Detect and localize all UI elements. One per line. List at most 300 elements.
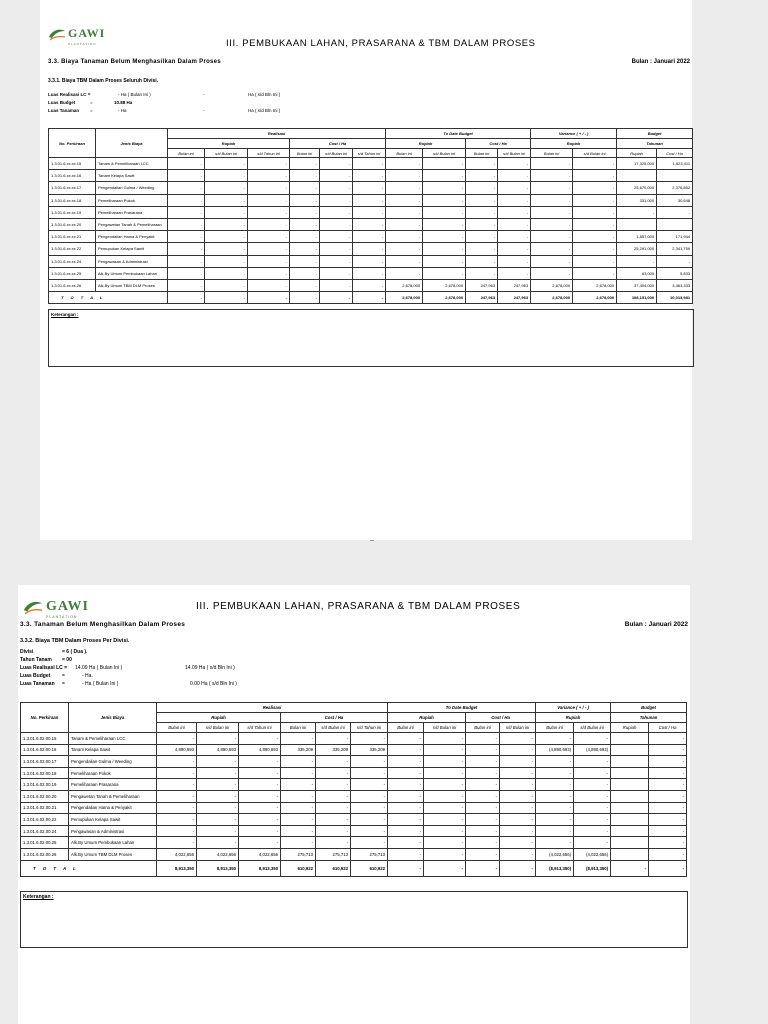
subheader-sd-tahun-ini: s/d Tahun ini	[248, 149, 290, 158]
amount-cell: -	[353, 267, 386, 279]
total-amount-cell: -	[466, 860, 500, 876]
info-value: 14.09 Ha ( s/d Bln Ini )	[185, 665, 235, 671]
table-row	[21, 802, 687, 814]
amount-cell	[611, 744, 649, 756]
amount-cell: 17,325,000	[617, 158, 657, 170]
amount-cell: -	[290, 158, 320, 170]
amount-cell: 5,833	[657, 267, 693, 279]
amount-cell: -	[466, 182, 498, 194]
total-amount-cell: 610,922	[281, 860, 316, 876]
amount-cell: -	[197, 790, 239, 802]
amount-cell: -	[466, 848, 500, 860]
amount-cell	[611, 802, 649, 814]
amount-cell: -	[388, 790, 424, 802]
amount-cell: -	[649, 802, 687, 814]
amount-cell: -	[316, 767, 351, 779]
amount-cell: -	[536, 779, 574, 791]
amount-cell: 25,291,000	[617, 243, 657, 255]
amount-cell: -	[168, 279, 205, 291]
amount-cell: -	[205, 182, 248, 194]
amount-cell: -	[320, 243, 353, 255]
amount-cell: -	[531, 267, 573, 279]
cost-type-cell: Pengendalian Hama & Penyakit	[96, 231, 168, 243]
amount-cell: -	[498, 170, 531, 182]
amount-cell: -	[316, 825, 351, 837]
header-variance: Variance ( + / - )	[531, 129, 617, 139]
total-row	[21, 860, 687, 876]
amount-cell: -	[498, 255, 531, 267]
amount-cell: -	[320, 170, 353, 182]
amount-cell: 4,890,693	[157, 744, 197, 756]
info-row-luas-budget	[48, 99, 348, 107]
subsection-title: 3.3.1. Biaya TBM Dalam Proses Seluruh Divisi.	[48, 78, 159, 84]
amount-cell	[611, 848, 649, 860]
amount-cell: -	[353, 206, 386, 218]
amount-cell: -	[466, 194, 498, 206]
amount-cell: (4,890,693)	[536, 744, 574, 756]
amount-cell: -	[353, 170, 386, 182]
table-row	[21, 733, 687, 745]
leaf-swoosh-icon	[48, 28, 66, 42]
total-amount-cell: -	[611, 860, 649, 876]
amount-cell: 4,022,656	[197, 848, 239, 860]
amount-cell: -	[205, 158, 248, 170]
amount-cell: -	[157, 790, 197, 802]
amount-cell: -	[320, 267, 353, 279]
logo-subtext: PLANTATION	[46, 615, 78, 619]
amount-cell: -	[500, 779, 536, 791]
amount-cell: -	[424, 837, 466, 849]
total-amount-cell: 2,678,000	[573, 292, 617, 304]
info-value: Ha ( s/d Bln Ini )	[248, 92, 281, 97]
header-realisasi: Realisasi	[157, 703, 388, 713]
amount-cell: -	[290, 231, 320, 243]
table-row	[21, 756, 687, 768]
subheader-bulan-ini: Bulan ini	[281, 723, 316, 733]
info-value: - Ha	[118, 108, 127, 113]
amount-cell: -	[617, 206, 657, 218]
amount-cell: -	[351, 837, 388, 849]
area-info	[20, 648, 340, 688]
info-value: =	[62, 681, 65, 687]
amount-cell: -	[500, 744, 536, 756]
header-cost-ha: Cost / Ha	[290, 139, 386, 149]
amount-cell: -	[320, 231, 353, 243]
amount-cell: -	[205, 267, 248, 279]
amount-cell: -	[423, 267, 466, 279]
amount-cell: -	[197, 756, 239, 768]
amount-cell: -	[320, 279, 353, 291]
amount-cell: -	[573, 170, 617, 182]
amount-cell: -	[197, 767, 239, 779]
account-code-cell: 1.3.01.6.xx.xx.18	[49, 194, 96, 206]
amount-cell: 4,890,693	[197, 744, 239, 756]
keterangan-box	[48, 309, 694, 367]
amount-cell: -	[649, 744, 687, 756]
header-variance: Variance ( + / - )	[536, 703, 611, 713]
amount-cell: 171,944	[657, 231, 693, 243]
table-row	[49, 182, 693, 194]
total-amount-cell: 610,922	[351, 860, 388, 876]
amount-cell: -	[320, 206, 353, 218]
info-row-divisi	[20, 648, 340, 656]
total-amount-cell: 247,963	[498, 292, 531, 304]
subheader-sd-tahun-ini: s/d Tahun ini	[239, 723, 281, 733]
amount-cell: -	[386, 194, 423, 206]
amount-cell: -	[248, 170, 290, 182]
amount-cell: -	[239, 814, 281, 826]
amount-cell: -	[248, 182, 290, 194]
cost-type-cell: Alk.By Umum TBM DLM Proses	[69, 848, 157, 860]
amount-cell: -	[290, 243, 320, 255]
amount-cell: -	[423, 182, 466, 194]
amount-cell: -	[574, 802, 611, 814]
amount-cell	[611, 837, 649, 849]
header-cost-ha: Cost / Ha	[466, 139, 531, 149]
amount-cell: -	[574, 825, 611, 837]
amount-cell: -	[466, 802, 500, 814]
amount-cell: -	[466, 837, 500, 849]
amount-cell	[611, 756, 649, 768]
total-amount-cell: 8,913,350	[197, 860, 239, 876]
amount-cell: -	[574, 779, 611, 791]
table-row	[21, 767, 687, 779]
info-label: Luas Tanaman	[48, 108, 80, 113]
total-amount-cell: 2,678,000	[531, 292, 573, 304]
amount-cell: -	[281, 790, 316, 802]
amount-cell: -	[423, 158, 466, 170]
amount-cell: -	[351, 779, 388, 791]
keterangan-box	[20, 891, 688, 948]
total-row	[49, 292, 693, 304]
amount-cell: -	[649, 837, 687, 849]
amount-cell: -	[316, 837, 351, 849]
amount-cell: -	[498, 243, 531, 255]
amount-cell: -	[386, 218, 423, 230]
amount-cell: -	[424, 802, 466, 814]
amount-cell: -	[649, 825, 687, 837]
account-code-cell: 1.3.01.6.02.00.15	[21, 733, 69, 745]
account-code-cell: 1.3.01.6.xx.xx.25	[49, 267, 96, 279]
info-label: Luas Budget	[20, 673, 51, 679]
header-rupiah: Rupiah	[531, 139, 617, 149]
amount-cell: -	[353, 158, 386, 170]
total-amount-cell: 2,678,000	[423, 292, 466, 304]
amount-cell: -	[574, 837, 611, 849]
amount-cell: -	[290, 206, 320, 218]
cost-type-cell: Pemeliharaan Pokok	[69, 767, 157, 779]
amount-cell: -	[281, 825, 316, 837]
total-amount-cell: 10,013,981	[657, 292, 693, 304]
amount-cell: -	[423, 206, 466, 218]
amount-cell: -	[353, 182, 386, 194]
amount-cell: -	[466, 767, 500, 779]
amount-cell: -	[423, 255, 466, 267]
subheader-bulan-ini: Bulan ini	[388, 723, 424, 733]
amount-cell: -	[386, 267, 423, 279]
amount-cell: -	[573, 267, 617, 279]
area-info	[48, 91, 348, 115]
gawi-logo	[48, 24, 105, 46]
amount-cell: -	[531, 170, 573, 182]
account-code-cell: 1.3.01.6.02.00.22	[21, 814, 69, 826]
subheader-sd-bulan-ini: s/d Bulan ini	[574, 723, 611, 733]
amount-cell	[611, 825, 649, 837]
total-amount-cell: 108,151,000	[617, 292, 657, 304]
amount-cell	[611, 790, 649, 802]
amount-cell: 4,022,656	[157, 848, 197, 860]
amount-cell: 335,209	[316, 744, 351, 756]
amount-cell: -	[205, 279, 248, 291]
total-amount-cell: 247,963	[466, 292, 498, 304]
info-row-tahun-tanam	[20, 656, 340, 664]
amount-cell: 275,713	[316, 848, 351, 860]
cost-table	[48, 128, 693, 304]
amount-cell: -	[423, 243, 466, 255]
report-page-2	[18, 585, 690, 1024]
amount-cell: (4,890,693)	[574, 744, 611, 756]
account-code-cell: 1.3.01.6.02.00.25	[21, 837, 69, 849]
info-value: - Ha.	[82, 673, 93, 679]
amount-cell: -	[168, 243, 205, 255]
amount-cell: -	[157, 756, 197, 768]
total-amount-cell: -	[248, 292, 290, 304]
amount-cell: 63,000	[617, 267, 657, 279]
amount-cell: -	[239, 767, 281, 779]
amount-cell: -	[248, 218, 290, 230]
amount-cell: -	[248, 267, 290, 279]
amount-cell: -	[649, 814, 687, 826]
subheader-sd-tahun-ini: s/d Tahun ini	[351, 723, 388, 733]
amount-cell: -	[320, 158, 353, 170]
amount-cell: -	[353, 218, 386, 230]
amount-cell: 335,209	[351, 744, 388, 756]
amount-cell: -	[386, 182, 423, 194]
amount-cell: -	[388, 848, 424, 860]
amount-cell	[611, 779, 649, 791]
amount-cell: -	[386, 255, 423, 267]
account-code-cell: 1.3.01.6.02.00.20	[21, 790, 69, 802]
table-row	[21, 848, 687, 860]
table-row	[49, 218, 693, 230]
account-code-cell: 1.3.01.6.02.00.24	[21, 825, 69, 837]
amount-cell: -	[531, 218, 573, 230]
account-code-cell: 1.3.01.6.xx.xx.24	[49, 255, 96, 267]
amount-cell: -	[290, 170, 320, 182]
header-no-perkiraan: No. Perkiraan	[49, 129, 96, 158]
table-row	[49, 243, 693, 255]
amount-cell: -	[157, 779, 197, 791]
account-code-cell: 1.3.01.6.02.00.17	[21, 756, 69, 768]
amount-cell: -	[290, 194, 320, 206]
amount-cell: -	[466, 170, 498, 182]
amount-cell: 2,376,852	[657, 182, 693, 194]
info-value: - Ha ( Bulan Ini )	[82, 681, 119, 687]
header-rupiah: Rupiah	[386, 139, 466, 149]
amount-cell: -	[466, 218, 498, 230]
amount-cell: 2,678,000	[573, 279, 617, 291]
amount-cell: -	[205, 218, 248, 230]
amount-cell: -	[536, 767, 574, 779]
amount-cell: -	[316, 756, 351, 768]
header-no-perkiraan: No. Perkiraan	[21, 703, 69, 733]
cost-type-cell: Pengendalian Gulma / Weeding	[69, 756, 157, 768]
amount-cell: 37,404,000	[617, 279, 657, 291]
info-value: Ha ( s/d Bln Ini )	[248, 108, 281, 113]
amount-cell: -	[239, 802, 281, 814]
header-budget: Budget	[617, 129, 693, 139]
report-page-1	[40, 0, 692, 544]
amount-cell	[657, 170, 693, 182]
report-title: III. PEMBUKAAN LAHAN, PRASARANA & TBM DALAM PROSES	[226, 38, 536, 49]
amount-cell: -	[574, 767, 611, 779]
subheader-rupiah: Rupiah	[611, 723, 649, 733]
leaf-swoosh-icon	[22, 600, 44, 616]
amount-cell: -	[157, 767, 197, 779]
amount-cell: 2,678,000	[423, 279, 466, 291]
amount-cell: -	[168, 206, 205, 218]
amount-cell: -	[498, 231, 531, 243]
info-value: - Ha ( Bulan Ini )	[118, 92, 151, 97]
amount-cell: -	[466, 267, 498, 279]
total-label: T O T A L	[21, 860, 157, 876]
amount-cell: -	[388, 802, 424, 814]
subheader-bulan-ini: Bulan ini	[386, 149, 423, 158]
amount-cell: -	[388, 814, 424, 826]
account-code-cell: 1.3.01.6.02.00.16	[21, 744, 69, 756]
amount-cell: -	[424, 744, 466, 756]
amount-cell: -	[500, 825, 536, 837]
amount-cell: -	[573, 194, 617, 206]
amount-cell: -	[531, 231, 573, 243]
amount-cell: (4,022,656)	[536, 848, 574, 860]
info-label: Luas Realisasi LC =	[48, 92, 91, 97]
amount-cell: -	[353, 255, 386, 267]
amount-cell: -	[205, 170, 248, 182]
info-row-luas-tanaman	[48, 107, 348, 115]
table-row	[21, 837, 687, 849]
cost-type-cell: Alk.By Umum TBM DLM Proses	[96, 279, 168, 291]
amount-cell: 335,209	[281, 744, 316, 756]
subheader-bulan-ini: Bulan ini	[466, 149, 498, 158]
amount-cell: -	[353, 279, 386, 291]
amount-cell: -	[197, 733, 239, 745]
total-amount-cell: -	[205, 292, 248, 304]
cost-type-cell: Pemupukan Kelapa Sawit	[96, 243, 168, 255]
amount-cell: -	[239, 790, 281, 802]
amount-cell: -	[573, 218, 617, 230]
amount-cell: -	[248, 158, 290, 170]
amount-cell: -	[239, 825, 281, 837]
header-to-date-budget: To Date Budget	[386, 129, 531, 139]
cost-type-cell: Tanam & Pemeliharaan LCC	[96, 158, 168, 170]
header-realisasi: Realisasi	[168, 129, 386, 139]
amount-cell: -	[157, 825, 197, 837]
total-amount-cell: -	[168, 292, 205, 304]
amount-cell: -	[168, 231, 205, 243]
account-code-cell: 1.3.01.6.xx.xx.19	[49, 206, 96, 218]
amount-cell: -	[157, 802, 197, 814]
subheader-bulan-ini: Bulan ini	[536, 723, 574, 733]
amount-cell: -	[531, 206, 573, 218]
header-jenis-biaya: Jenis Biaya	[69, 703, 157, 733]
keterangan-label: Keterangan :	[23, 894, 54, 900]
total-amount-cell: 2,678,000	[386, 292, 423, 304]
amount-cell: -	[657, 255, 693, 267]
amount-cell: 30,648	[657, 194, 693, 206]
amount-cell: 331,000	[617, 194, 657, 206]
amount-cell	[617, 218, 657, 230]
amount-cell: -	[574, 790, 611, 802]
total-amount-cell: -	[649, 860, 687, 876]
cost-type-cell: Pemeliharaan Pokok	[96, 194, 168, 206]
table-row	[49, 158, 693, 170]
info-row-luas-budget	[20, 672, 340, 680]
amount-cell: -	[536, 756, 574, 768]
info-value: 10.88 Ha	[114, 100, 133, 105]
amount-cell: -	[197, 825, 239, 837]
total-amount-cell: -	[290, 292, 320, 304]
report-month: Bulan : Januari 2022	[624, 621, 688, 628]
subheader-bulan-ini: Bulan ini	[157, 723, 197, 733]
amount-cell: (4,022,656)	[574, 848, 611, 860]
amount-cell: -	[388, 767, 424, 779]
total-amount-cell: 610,922	[316, 860, 351, 876]
info-label: Divisi	[20, 649, 34, 655]
report-month: Bulan : Januari 2022	[631, 59, 690, 65]
table-row	[21, 779, 687, 791]
amount-cell: -	[386, 170, 423, 182]
account-code-cell: 1.3.01.6.xx.xx.21	[49, 231, 96, 243]
subheader-sd-bulan-ini: s/d Bulan ini	[205, 149, 248, 158]
amount-cell: -	[239, 756, 281, 768]
amount-cell: -	[466, 814, 500, 826]
amount-cell: -	[157, 733, 197, 745]
header-to-date-budget: To Date Budget	[388, 703, 536, 713]
gawi-logo	[22, 597, 89, 619]
info-value: -	[203, 92, 205, 97]
amount-cell: -	[351, 756, 388, 768]
amount-cell: -	[388, 779, 424, 791]
table-row	[49, 267, 693, 279]
amount-cell: -	[498, 267, 531, 279]
subheader-sd-bulan-ini: s/d Bulan ini	[424, 723, 466, 733]
account-code-cell: 1.3.01.6.02.00.18	[21, 767, 69, 779]
amount-cell	[611, 733, 649, 745]
amount-cell: 275,713	[281, 848, 316, 860]
amount-cell: -	[290, 182, 320, 194]
amount-cell: -	[649, 790, 687, 802]
amount-cell: -	[353, 194, 386, 206]
amount-cell: 4,022,656	[239, 848, 281, 860]
amount-cell: -	[423, 194, 466, 206]
amount-cell	[611, 814, 649, 826]
amount-cell: -	[424, 756, 466, 768]
table-row	[21, 790, 687, 802]
cost-type-cell: Pengawetan Tanah & Pemeliharaan	[69, 790, 157, 802]
amount-cell: -	[197, 814, 239, 826]
amount-cell: -	[168, 218, 205, 230]
amount-cell: -	[498, 194, 531, 206]
amount-cell: -	[248, 279, 290, 291]
amount-cell: -	[424, 814, 466, 826]
amount-cell: -	[290, 279, 320, 291]
amount-cell: -	[320, 182, 353, 194]
amount-cell: -	[168, 194, 205, 206]
amount-cell: -	[281, 756, 316, 768]
amount-cell: -	[573, 182, 617, 194]
amount-cell: -	[197, 802, 239, 814]
